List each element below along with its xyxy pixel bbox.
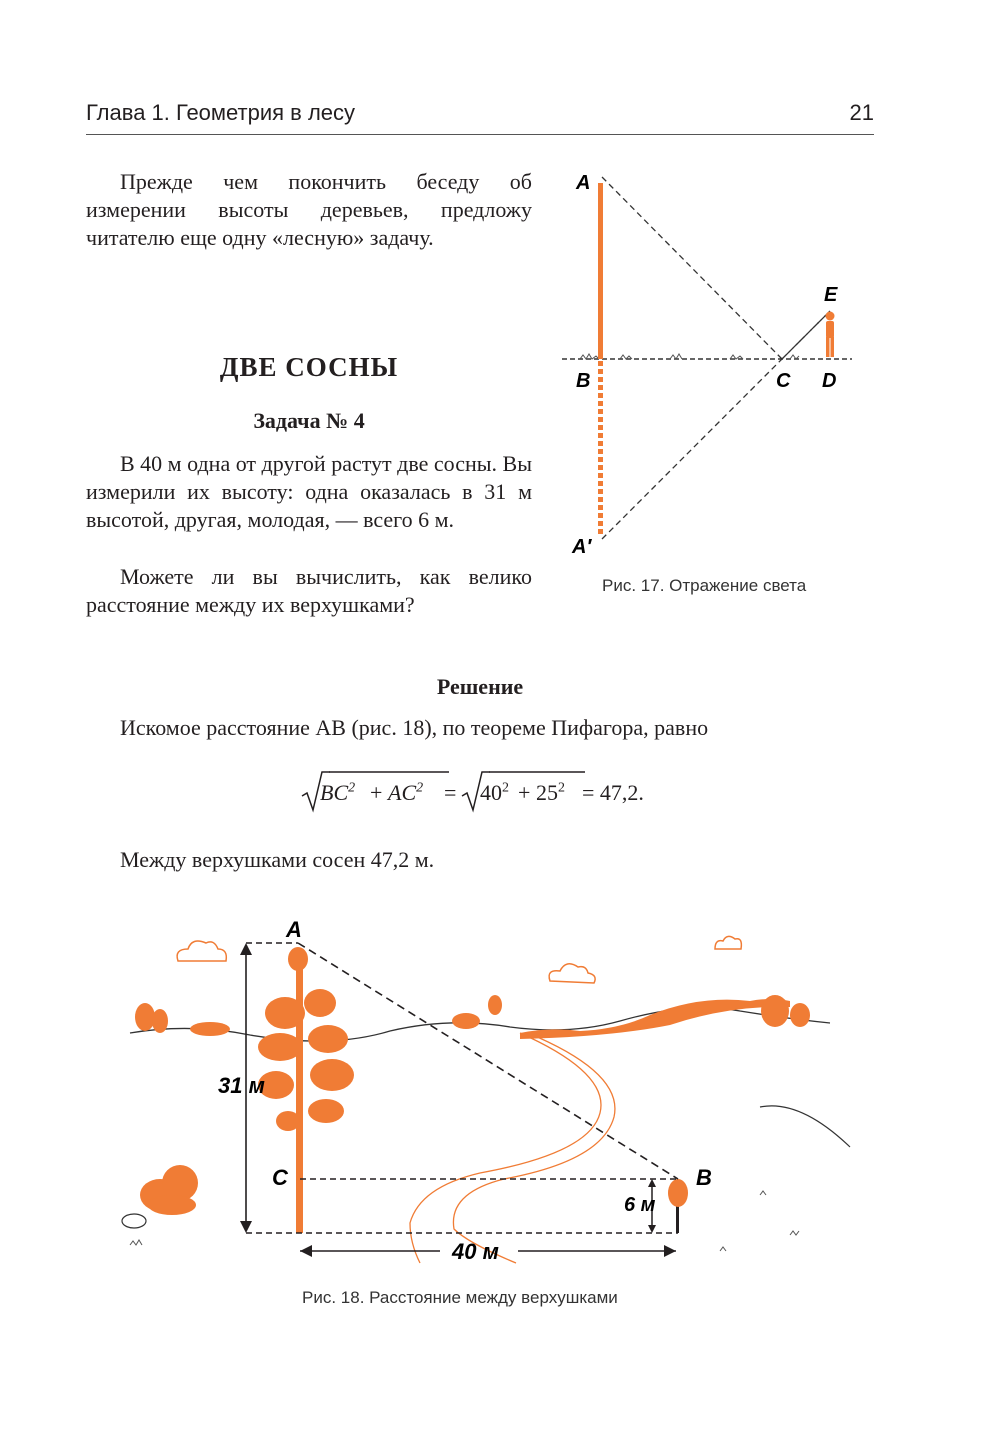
height-arrow-head-bottom [240, 1221, 252, 1233]
formula-bc [320, 780, 355, 806]
formula-40 [480, 780, 509, 806]
formula-25-text: 25 [536, 780, 558, 805]
section-title: ДВЕ СОСНЫ [219, 352, 399, 382]
ray-a-prime [602, 311, 830, 539]
pine-crown [258, 947, 354, 1131]
tree-trunk [598, 183, 603, 359]
fig17-label-b: B [576, 370, 591, 392]
task-paragraph-1: В 40 м одна от другой растут две сосны. Вы измерили их высоту: одна оказалась в 31 м высотой, другая, молодая, — всего 6 м. [86, 451, 532, 532]
bush-left [140, 1165, 198, 1215]
formula-plus-1: + [370, 780, 383, 805]
chapter-title: Глава 1. Геометрия в лесу [86, 100, 356, 125]
fig17-label-a: A [576, 172, 591, 194]
width-arrow-head-right [664, 1245, 676, 1257]
page-number: 21 [849, 100, 874, 125]
formula-plus-2: + [518, 780, 531, 805]
fig17-label-a-prime: A′ [572, 536, 592, 558]
figure-18-caption: Рис. 18. Расстояние между верхушками [302, 1288, 618, 1307]
running-header [86, 96, 874, 135]
fig17-label-d: D [822, 370, 837, 392]
figure-18 [100, 915, 860, 1275]
fig17-label-e: E [824, 284, 838, 306]
figure-17 [560, 165, 860, 565]
formula-25 [536, 780, 565, 806]
width-arrow-head-left [300, 1245, 312, 1257]
small-arrow-head-bottom [648, 1225, 656, 1233]
horizon-hills [130, 1008, 830, 1041]
task-paragraph-2: Можете ли вы вычислить, как велико расстояние между их верхушками? [86, 564, 532, 617]
formula-exp-3: 2 [502, 780, 509, 796]
radical-vinculum-2 [489, 771, 585, 775]
task-title: Задача № 4 [253, 408, 365, 433]
conclusion-text: Между верхушками сосен 47,2 м. [120, 847, 435, 872]
stone [122, 1214, 146, 1228]
figure-17-caption: Рис. 17. Отражение света [602, 576, 807, 595]
formula-ac [388, 780, 423, 806]
observer-figure [826, 312, 835, 358]
pythagoras-formula [300, 770, 720, 820]
footpath [410, 1033, 601, 1263]
solution-title: Решение [436, 674, 524, 699]
solution-text: Искомое расстояние AB (рис. 18), по теореме Пифагора, равно [120, 715, 709, 740]
fig18-label-a: A [286, 917, 302, 942]
cloud-1 [177, 941, 226, 961]
formula-exp-1: 2 [348, 780, 356, 796]
small-arrow-head-top [648, 1179, 656, 1187]
small-height-label: 6 м [624, 1194, 656, 1216]
formula-ac-text: AC [388, 780, 417, 805]
hypotenuse-ab [298, 943, 678, 1179]
radical-vinculum-1 [329, 771, 449, 775]
cloud-3 [715, 936, 741, 949]
small-pine-crown [668, 1179, 688, 1207]
intro-paragraph: Прежде чем покончить беседу об измерении высоты деревьев, предложу читателю еще одну «лесную» задачу. [86, 169, 532, 250]
formula-equals-1: = [444, 780, 457, 805]
fig18-label-b: B [696, 1165, 712, 1190]
formula-40-text: 40 [480, 780, 502, 805]
hill-right [760, 1106, 850, 1147]
footpath-edge [453, 1033, 615, 1263]
formula-result: = 47,2. [582, 780, 644, 805]
height-label: 31 м [218, 1073, 265, 1098]
fig17-label-c: C [776, 370, 791, 392]
ray-a-c [602, 177, 782, 359]
width-label: 40 м [452, 1239, 499, 1264]
formula-exp-4: 2 [558, 780, 565, 796]
formula-bc-text: BC [320, 780, 349, 805]
fig18-label-c: C [272, 1165, 288, 1190]
height-arrow-head-top [240, 943, 252, 955]
formula-exp-2: 2 [416, 780, 424, 796]
cloud-2 [549, 964, 595, 983]
